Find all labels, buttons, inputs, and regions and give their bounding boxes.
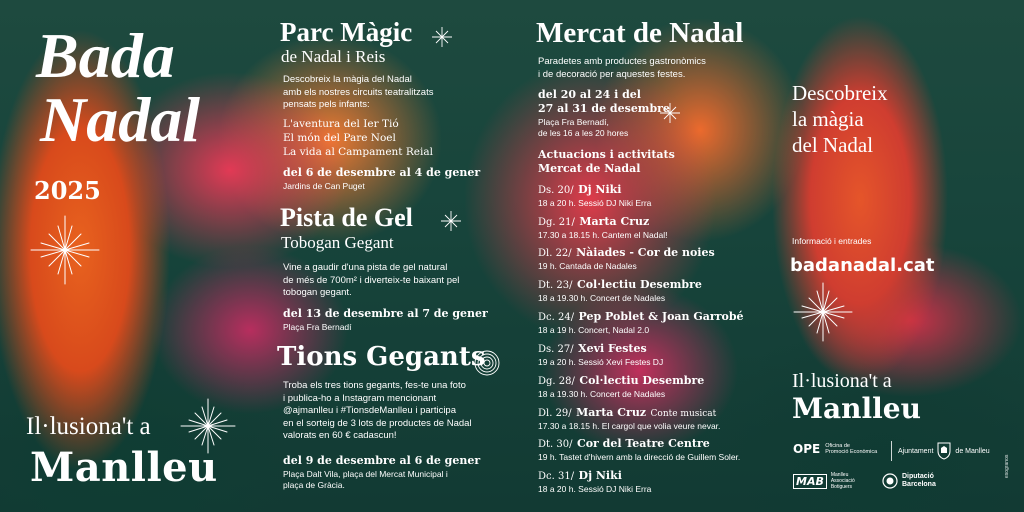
pista-place: Plaça Fra Bernadí [283, 322, 352, 332]
tions-dates: del 9 de desembre al 6 de gener [283, 454, 481, 467]
activity-day: Dt. 30/ [538, 439, 573, 450]
mercat-desc-line: i de decoració per aquestes festes. [538, 68, 686, 80]
sparkle-star-icon [660, 103, 680, 123]
logo-divider [891, 441, 892, 461]
activity-day: Ds. 27/ [538, 344, 574, 355]
brand-year: 2025 [34, 176, 101, 205]
activity-artist: Nàiades - Cor de noies [576, 246, 715, 259]
activity-day: Dl. 29/ [538, 408, 572, 419]
activity-day: Dl. 22/ [538, 248, 572, 259]
activity-artist: Dj Niki [578, 183, 622, 196]
activities-title-line: Mercat de Nadal [538, 162, 641, 175]
tions-place-line: plaça de Gràcia. [283, 480, 345, 490]
mercat-place-line: Plaça Fra Bernadí, [538, 117, 609, 127]
activity-day: Dt. 23/ [538, 280, 573, 291]
parc-title: Parc Màgic [280, 17, 413, 47]
info-label: Informació i entrades [792, 236, 872, 246]
mab-text-line: Associació [830, 478, 855, 484]
pista-dates: del 13 de desembre al 7 de gener [283, 307, 488, 320]
activity-note: Conte musicat [650, 409, 717, 419]
concentric-circles-icon [474, 350, 500, 376]
slogan-left-line-1: Il·lusiona't a [26, 413, 151, 440]
pista-desc-line: Vine a gaudir d'una pista de gel natural [283, 262, 448, 273]
pista-title: Pista de Gel [280, 203, 413, 232]
tions-desc-line: en el sorteig de 3 lots de productes de Nadal [283, 417, 472, 429]
ope-logo [793, 442, 877, 456]
activity-day: Dg. 28/ [538, 376, 575, 387]
diputacio-text-line: Barcelona [902, 481, 936, 488]
activity-item [538, 466, 768, 495]
activity-artist: Xevi Festes [578, 342, 647, 355]
designer-credit: esogranos [1004, 454, 1010, 478]
de-manlleu-label: de Manlleu [955, 447, 990, 455]
brand-line-1: Bada [36, 20, 175, 91]
right-tagline [792, 80, 888, 158]
tions-desc [283, 380, 472, 443]
activity-detail: 18 a 19.30 h. Concert de Nadales [538, 389, 666, 399]
right-tagline-line: del Nadal [792, 133, 874, 157]
activity-detail: 17.30 a 18.15 h. Cantem el Nadal! [538, 230, 668, 240]
activity-detail: 19 h. Cantada de Nadales [538, 261, 637, 271]
mab-mark: MAB [793, 474, 827, 489]
mercat-title: Mercat de Nadal [536, 17, 744, 49]
parc-items [283, 117, 433, 159]
activity-detail: 17.30 a 18.15 h. El cargol que volia veure nevar. [538, 421, 721, 431]
activity-item [538, 275, 768, 304]
activity-day: Dc. 24/ [538, 312, 575, 323]
parc-item: La vida al Campament Reial [283, 146, 433, 158]
sparkle-star-icon [432, 27, 452, 47]
ope-text-line: Oficina de [825, 442, 850, 449]
right-tagline-line: la màgia [792, 107, 864, 131]
tions-desc-line: valorats en 60 € cadascun! [283, 430, 397, 441]
diputacio-seal-icon [882, 473, 898, 489]
activity-detail: 18 a 19.30 h. Concert de Nadales [538, 293, 666, 303]
tions-title: Tions Gegants [277, 342, 486, 372]
parc-desc-line: pensats pels infants: [283, 99, 370, 110]
slogan-left-line-2: Manlleu [30, 444, 218, 491]
activity-artist: Col·lectiu Desembre [576, 278, 702, 291]
sparkle-star-icon [180, 398, 236, 454]
activity-item [538, 434, 798, 463]
sparkle-star-icon [441, 211, 461, 231]
activities-title [538, 148, 675, 176]
tions-desc-line: @ajmanlleu i #TionsdeManlleu i participa [283, 405, 456, 416]
tions-place [283, 469, 448, 491]
pista-desc-line: tobogan gegant. [283, 287, 352, 298]
activity-day: Ds. 20/ [538, 185, 574, 196]
pista-desc [283, 262, 459, 300]
activity-item [538, 243, 768, 272]
parc-desc-line: Descobreix la màgia del Nadal [283, 74, 412, 85]
activity-detail: 18 a 20 h. Sessió DJ Niki Erra [538, 198, 652, 208]
tions-desc-line: i publica-ho a Instagram mencionant [283, 392, 437, 404]
activities-title-line: Actuacions i activitats [538, 148, 675, 161]
ope-text-line: Promoció Econòmica [825, 449, 878, 455]
mab-logo [793, 472, 855, 490]
ajuntament-logo [898, 442, 990, 460]
activity-item [538, 403, 798, 432]
activity-detail: 18 a 20 h. Sessió DJ Niki Erra [538, 484, 652, 494]
tions-desc-line: Troba els tres tions gegants, fes-te una foto [283, 380, 466, 391]
activity-detail: 18 a 19 h. Concert, Nadal 2.0 [538, 325, 650, 335]
activity-artist: Col·lectiu Desembre [579, 374, 705, 387]
activity-item [538, 180, 768, 209]
mercat-dates-line: del 20 al 24 i del [538, 88, 641, 101]
slogan-right-line-2: Manlleu [792, 392, 921, 425]
ope-mark: OPE [793, 442, 821, 456]
parc-dates: del 6 de desembre al 4 de gener [283, 166, 481, 179]
activity-day: Dg. 21/ [538, 217, 575, 228]
activity-artist: Cor del Teatre Centre [576, 437, 710, 450]
activity-item [538, 307, 768, 336]
activity-detail: 19 a 20 h. Sessió Xevi Festes DJ [538, 357, 664, 367]
brand-line-2: Nadal [40, 84, 200, 155]
pista-desc-line: de més de 700m² i diverteix-te baixant pel [283, 274, 460, 286]
parc-item: L'aventura del Ier Tió [283, 118, 399, 130]
right-tagline-line: Descobreix [792, 81, 888, 105]
sparkle-star-icon [793, 282, 853, 342]
tions-place-line: Plaça Dalt Vila, plaça del Mercat Municipal i [283, 469, 448, 479]
mercat-desc-line: Paradetes amb productes gastronòmics [538, 56, 706, 67]
diputacio-text-line: Diputació [902, 473, 934, 480]
mercat-dates-line: 27 al 31 de desembre [538, 102, 670, 115]
mercat-desc [538, 56, 706, 81]
activity-item [538, 371, 768, 400]
activity-artist: Marta Cruz [576, 406, 647, 419]
mercat-place-line: de les 16 a les 20 hores [538, 128, 629, 138]
parc-desc-line: amb els nostres circuits teatralitzats [283, 86, 434, 98]
mercat-dates [538, 88, 670, 116]
website-link[interactable]: badanadal.cat [790, 255, 935, 276]
sparkle-star-icon [30, 215, 100, 285]
activity-detail: 19 h. Tastet d'hivern amb la direcció de Guillem Soler. [538, 452, 741, 462]
slogan-right-line-1: Il·lusiona't a [792, 370, 892, 392]
activity-item [538, 212, 768, 241]
parc-subtitle: de Nadal i Reis [281, 47, 386, 66]
activity-day: Dc. 31/ [538, 471, 575, 482]
parc-place: Jardins de Can Puget [283, 181, 365, 191]
activity-item [538, 339, 768, 368]
activity-artist: Pep Poblet & Joan Garrobé [578, 310, 744, 323]
mab-text-line: Botiguers [830, 484, 852, 490]
mercat-place [538, 117, 628, 139]
diputacio-logo [882, 473, 936, 489]
parc-desc [283, 74, 433, 112]
ajuntament-label: Ajuntament [898, 447, 934, 455]
pista-subtitle: Tobogan Gegant [281, 233, 394, 252]
parc-item: El món del Pare Noel [283, 132, 396, 144]
ajuntament-crest-icon [937, 442, 951, 460]
activity-artist: Marta Cruz [579, 215, 650, 228]
activity-artist: Dj Niki [578, 469, 622, 482]
mab-text-line: Manlleu [830, 472, 849, 478]
